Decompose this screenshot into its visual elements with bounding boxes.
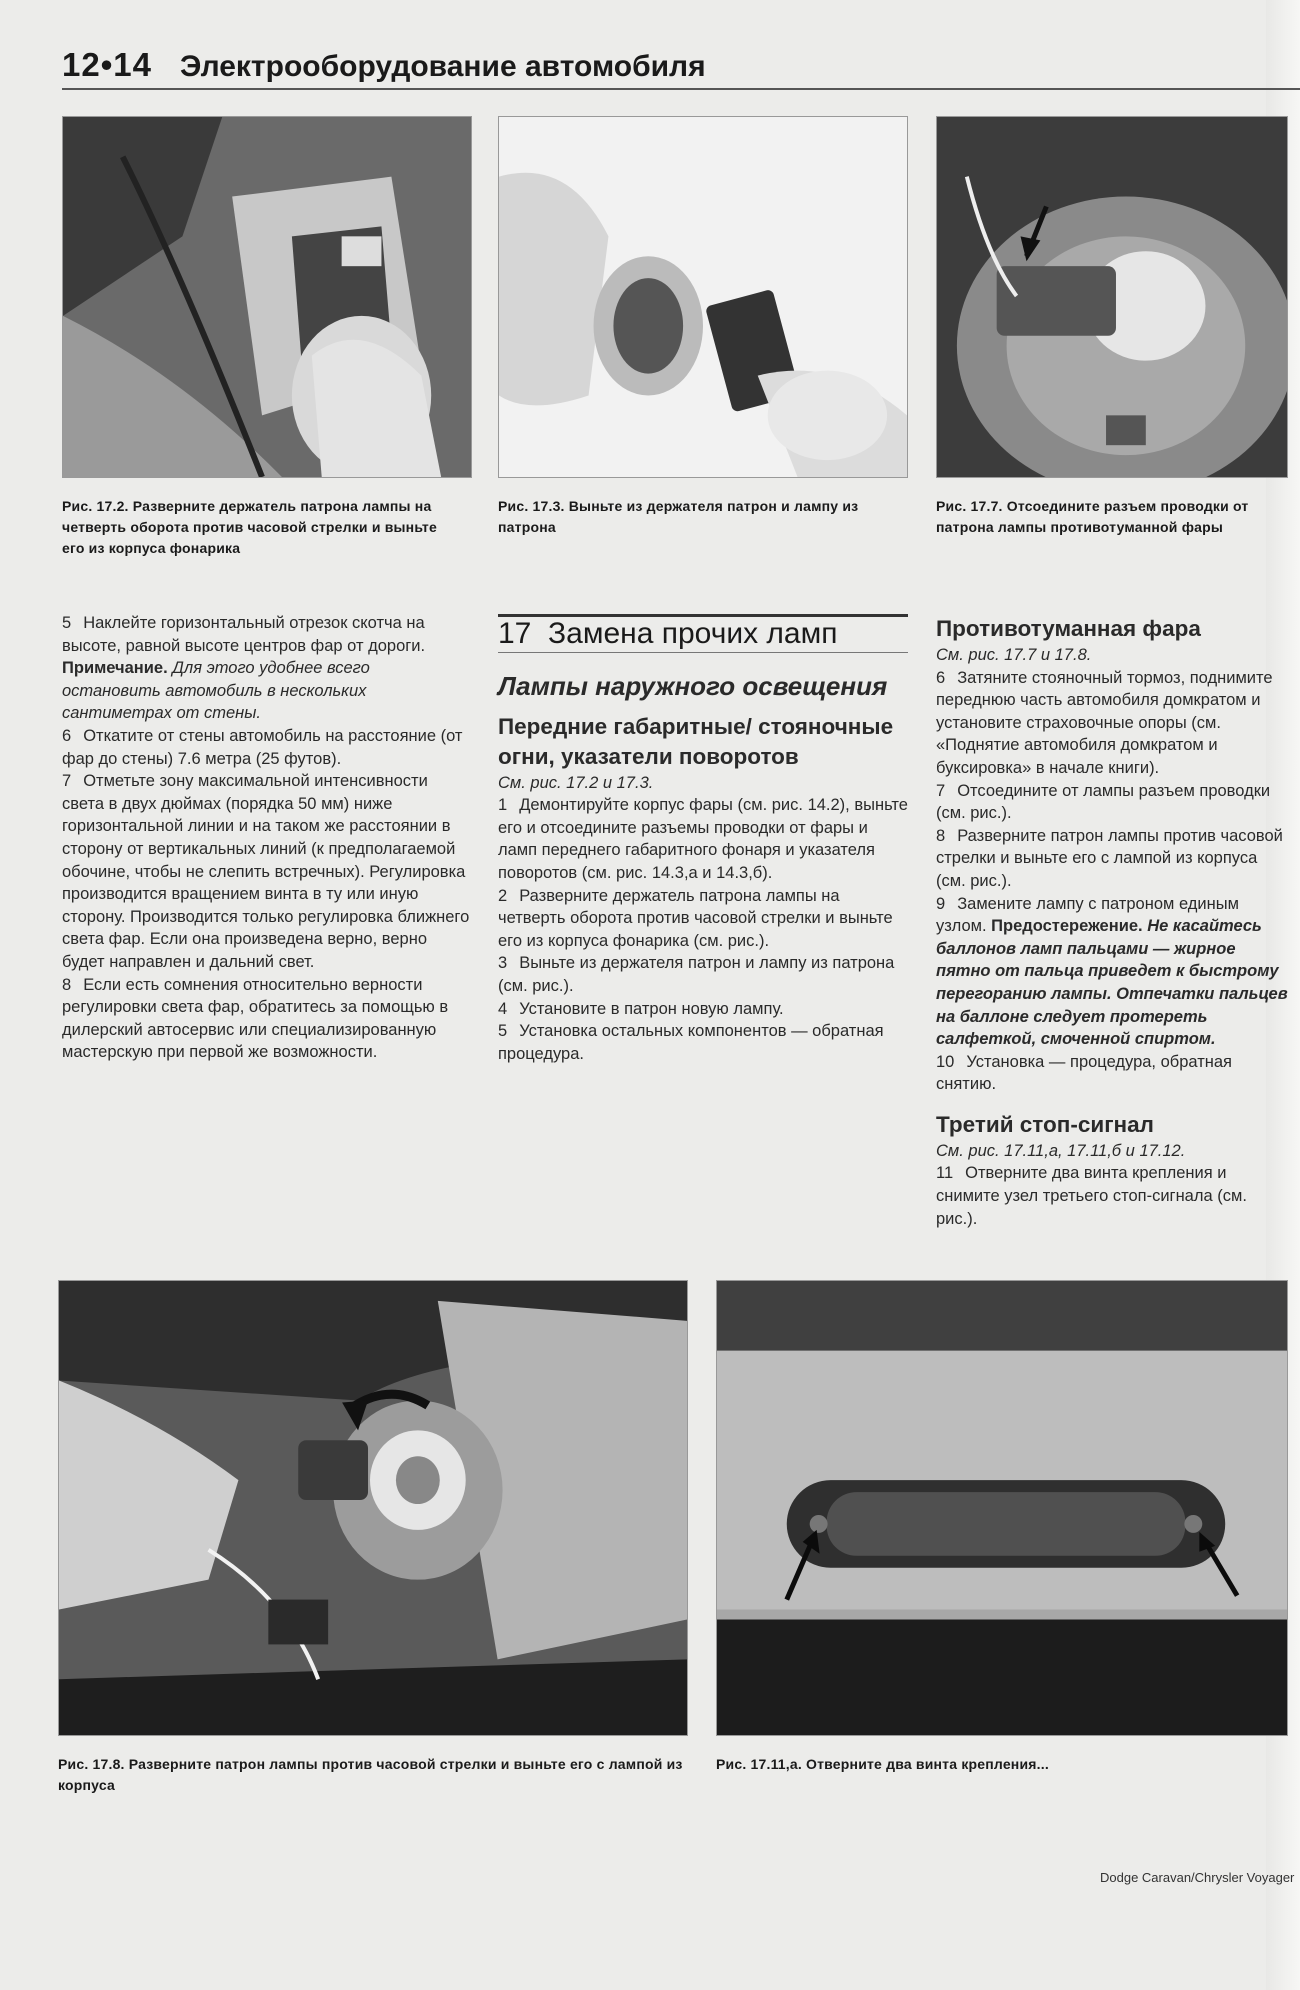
paragraph-5b: 5 Установка остальных компонентов — обратная процедура.: [498, 1022, 884, 1063]
paragraph-5: 5 Наклейте горизонтальный отрезок скотча на высоте, равной высоте центров фар от дороги. Примечание. Для этого удобнее всего остановить автомобиль в нескольких сантиметрах от стены.: [62, 614, 426, 723]
column-2: [498, 614, 908, 1065]
paragraph-6c: 6 Затяните стояночный тормоз, поднимите переднюю часть автомобиля домкратом и установите страховочные опоры (см. «Поднятие автомобиля домкратом и буксировка» в начале книги).: [936, 668, 1273, 777]
paragraph-1: 1 Демонтируйте корпус фары (см. рис. 14.2), выньте его и отсоедините разъемы проводки от фары и ламп переднего габаритного фонаря и указателя поворотов (см. рис. 14.3,а и 14.3,б).: [498, 796, 908, 882]
photo-fig-17-3: [498, 116, 908, 478]
caption-fig-17-2: Рис. 17.2. Разверните держатель патрона лампы на четверть оборота против часовой стрелки и выньте его из корпуса фонарика: [62, 498, 437, 556]
caption-fig-17-3: Рис. 17.3. Выньте из держателя патрон и лампу из патрона: [498, 498, 859, 535]
paragraph-7c: 7 Отсоедините от лампы разъем проводки (см. рис.).: [936, 781, 1271, 823]
figure-ref-brake: См. рис. 17.11,а, 17.11,б и 17.12.: [936, 1141, 1186, 1160]
photo-fig-17-11a: [716, 1280, 1288, 1736]
paragraph-6: 6 Откатите от стены автомобиль на расстояние (от фар до стены) 7.6 метра (25 футов).: [62, 726, 463, 768]
photo-fig-17-2: [62, 116, 472, 478]
caption-fig-17-8: Рис. 17.8. Разверните патрон лампы против часовой стрелки и выньте его с лампой из корпуса: [58, 1756, 683, 1793]
heading-third-brake-light: Третий стоп-сигнал: [936, 1111, 1154, 1137]
paragraph-4: 4 Установите в патрон новую лампу.: [498, 999, 784, 1018]
heading-fog-light: Противотуманная фара: [936, 616, 1201, 641]
figure-ref-fog: См. рис. 17.7 и 17.8.: [936, 646, 1092, 664]
column-1: [62, 612, 472, 1064]
figure-ref: См. рис. 17.2 и 17.3.: [498, 773, 654, 792]
page-title: Электрооборудование автомобиля: [179, 50, 706, 83]
photo-fig-17-8: [58, 1280, 688, 1736]
caption-fig-17-7: Рис. 17.7. Отсоедините разъем проводки от патрона лампы противотуманной фары: [936, 498, 1249, 535]
heading-front-lights: Передние габаритные/ стояночные огни, указатели поворотов: [498, 713, 894, 769]
paragraph-10c: 10 Установка — процедура, обратная снятию.: [936, 1052, 1232, 1094]
paragraph-2: 2 Разверните держатель патрона лампы на четверть оборота против часовой стрелки и выньте его из корпуса фонарика (см. рис.).: [498, 886, 893, 950]
section-title: 17 Замена прочих ламп: [498, 614, 908, 653]
header-divider: [62, 88, 1300, 90]
page-number: 12•14: [62, 46, 152, 83]
subsection-title: Лампы наружного освещения: [498, 670, 888, 701]
paragraph-9c: 9 Замените лампу с патроном единым узлом. Предостережение. Не касайтесь баллонов ламп пальцами — жирное пятно от пальца приведет к быстрому перегоранию лампы. Отпечатки пальцев на баллоне следует протереть салфеткой, смоченной спиртом.: [936, 894, 1288, 1049]
page-header: [62, 46, 1300, 84]
photo-fig-17-7: [936, 116, 1288, 478]
column-3: [936, 614, 1288, 1230]
paragraph-11c: 11 Отверните два винта крепления и снимите узел третьего стоп-сигнала (см. рис.).: [936, 1164, 1247, 1228]
footer-book-title: Dodge Caravan/Chrysler Voyager: [1100, 1870, 1295, 1885]
caption-fig-17-11a: Рис. 17.11,а. Отверните два винта крепления...: [716, 1756, 1049, 1772]
paragraph-8c: 8 Разверните патрон лампы против часовой стрелки и выньте его с лампой из корпуса (см. рис.).: [936, 826, 1283, 890]
paragraph-8: 8 Если есть сомнения относительно верности регулировки света фар, обратитесь за помощью в дилерский автосервис или специализированную мастерскую при первой же возможности.: [62, 975, 449, 1062]
paragraph-7: 7 Отметьте зону максимальной интенсивности света в двух дюймах (порядка 50 мм) ниже горизонтальной линии и на таком же расстоянии в сторону от вертикальных линий (к предполагаемой обочине, чтобы не слепить встречных). Регулировка производится вращением винта в ту или иную сторону. Производится только регулировка ближнего света фар. Если она произведена верно, верно будет направлен и дальний свет.: [62, 772, 470, 971]
paragraph-3: 3 Выньте из держателя патрон и лампу из патрона (см. рис.).: [498, 954, 895, 995]
